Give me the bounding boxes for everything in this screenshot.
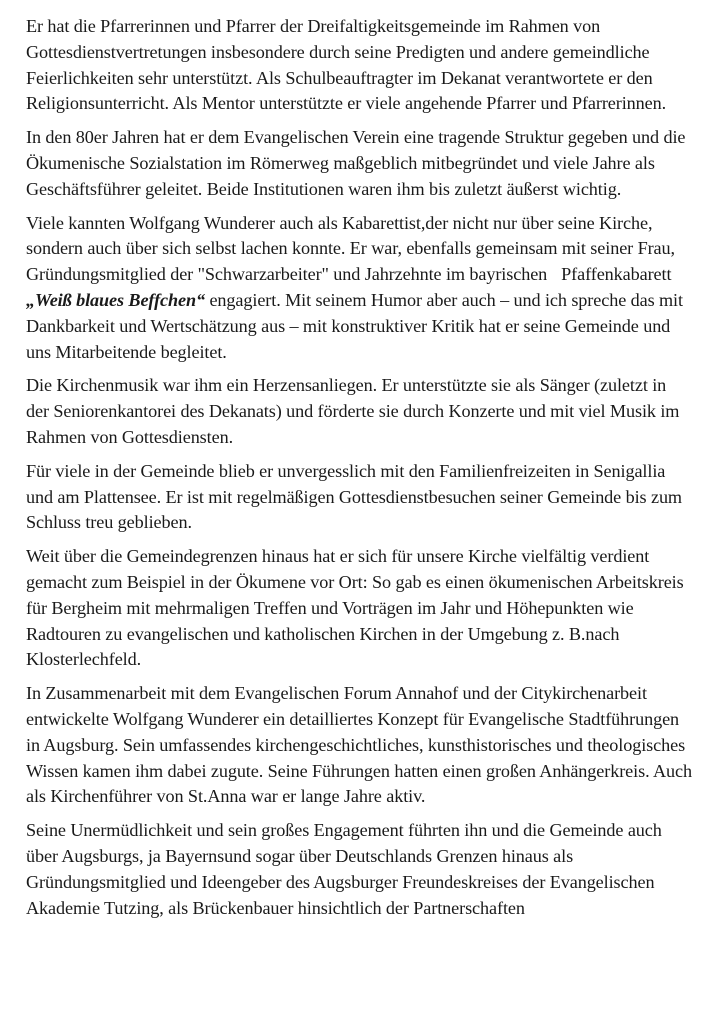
paragraph-cabaret <box>26 211 692 366</box>
cabaret-name-emphasis: „Weiß blaues Beffchen“ <box>26 289 205 310</box>
paragraph-pastoral-support: Er hat die Pfarrerinnen und Pfarrer der Dreifaltigkeitsgemeinde im Rahmen von Gottesdienstvertretungen insbesondere durch seine Predigten und andere gemeindliche Feierlichkeiten sehr unterstützt. Als Schulbeauftragter im Dekanat verantwortete er den Religionsunterricht. Als Mentor unterstützte er viele angehende Pfarrer und Pfarrerinnen. <box>26 16 667 114</box>
paragraph-cabaret-text-after: engagiert. Mit seinem Humor aber auch – und ich spreche das mit Dankbarkeit und Wertschätzung aus – mit konstruktiver Kritik hat er seine Gemeinde und uns Mitarbeitende begleitet. <box>26 289 683 362</box>
paragraph-ecumenism: Weit über die Gemeindegrenzen hinaus hat er sich für unsere Kirche vielfältig verdient gemacht zum Beispiel in der Ökumene vor Ort: So gab es einen ökumenischen Arbeitskreis für Bergheim mit mehrmaligen Treffen und Vorträgen im Jahr und Höhepunkten wie Radtouren zu evangelischen und katholischen Kirchen in der Umgebung z. B.nach Klosterlechfeld. <box>26 546 684 670</box>
paragraph-cabaret-text-before: Viele kannten Wolfgang Wunderer auch als Kabarettist,der nicht nur über seine Kirche, sondern auch über sich selbst lachen konnte. Er war, ebenfalls gemeinsam mit seiner Frau, Gründungsmitglied der "Schwarzarbeiter" und Jahrzehnte im bayrischen <box>26 212 675 285</box>
paragraph-evangelical-association: In den 80er Jahren hat er dem Evangelischen Verein eine tragende Struktur gegeben und die Ökumenische Sozialstation im Römerweg maßgeblich mitbegründet und viele Jahre als Geschäftsführer geleitet. Beide Institutionen waren ihm bis zuletzt äußerst wichtig. <box>26 127 686 199</box>
paragraph-family-retreats: Für viele in der Gemeinde blieb er unvergesslich mit den Familienfreizeiten in Senigallia und am Plattensee. Er ist mit regelmäßigen Gottesdienstbesuchen seiner Gemeinde bis zum Schluss treu geblieben. <box>26 460 682 533</box>
paragraph-engagement: Seine Unermüdlichkeit und sein großes Engagement führten ihn und die Gemeinde auch über Augsburgs, ja Bayernsund sogar über Deutschlands Grenzen hinaus als Gründungsmitglied und Ideengeber des Augsburger Freundeskreises der Evangelischen Akademie Tutzing, als Brückenbauer hinsichtlich der Partnerschaften <box>26 820 662 918</box>
paragraph-city-tours: In Zusammenarbeit mit dem Evangelischen Forum Annahof und der Citykirchenarbeit entwickelte Wolfgang Wunderer ein detailliertes Konzept für Evangelische Stadtführungen in Augsburg. Sein umfassendes kirchengeschichtliches, kunsthistorisches und theologisches Wissen kamen ihm dabei zugute. Seine Führungen hatten einen großen Anhängerkreis. Auch als Kirchenführer von St.Anna war er lange Jahre aktiv. <box>26 683 692 807</box>
paragraph-cabaret-text-middle: Pfaffenkabarett <box>561 264 672 285</box>
paragraph-church-music: Die Kirchenmusik war ihm ein Herzensanliegen. Er unterstützte sie als Sänger (zuletzt in der Seniorenkantorei des Dekanats) und förderte sie durch Konzerte und mit viel Musik im Rahmen von Gottesdiensten. <box>26 375 680 447</box>
